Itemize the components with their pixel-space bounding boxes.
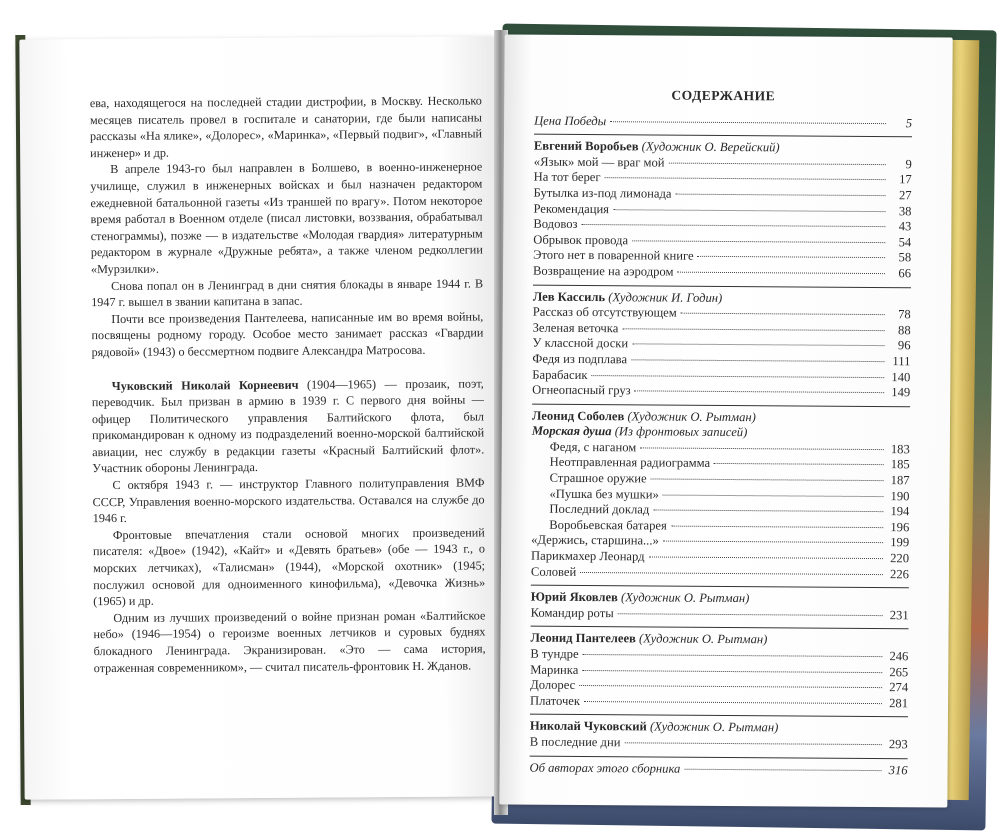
bio-paragraph: С октября 1943 г. — инструктор Главного политуправления ВМФ СССР, Управления военно-морского издательства. Оставался на службе до 1946 г. <box>92 475 485 526</box>
toc-entry: Об авторах этого сборника 316 <box>530 755 908 778</box>
toc-entry <box>533 264 911 282</box>
toc-entry <box>531 605 909 623</box>
toc-page-number: 185 <box>890 457 910 472</box>
toc-page-number: 58 <box>898 250 912 265</box>
toc-leader-dots <box>582 224 886 227</box>
toc-leader-dots <box>622 328 884 331</box>
toc-leader-dots <box>635 390 885 393</box>
toc-author-section <box>533 134 912 282</box>
toc-author-section <box>530 714 908 753</box>
toc-entry-title: Федя из подплава <box>532 351 628 367</box>
toc-page-number: 149 <box>891 385 911 400</box>
toc-leader-dots <box>632 344 884 347</box>
toc-entry <box>532 383 910 401</box>
toc-page-number: 66 <box>898 266 912 281</box>
toc-page-number: 194 <box>890 504 910 519</box>
toc-page-number: 293 <box>888 737 908 752</box>
toc-entry-title: Этого нет в поваренной книге <box>533 247 694 264</box>
toc-page-number: 274 <box>889 680 909 695</box>
bio-author-name: Чуковский Николай Корнеевич <box>111 377 299 393</box>
toc-entry-title: Неотправленная радиограмма <box>549 455 711 471</box>
toc-entry-title: На тот берег <box>533 170 601 185</box>
toc-author-section <box>531 403 910 582</box>
toc-subheading-title: Морская душа <box>531 423 612 439</box>
toc-illustrator: (Художник И. Годин) <box>608 289 723 305</box>
toc-leader-dots <box>580 572 883 575</box>
toc-entry-title: Воробьевская батарея <box>549 517 667 533</box>
toc-illustrator: (Художник О. Рытман) <box>638 631 768 647</box>
bio-paragraph: В апреле 1943-го был направлен в Болшево, в военно-инженерное училище, служил в инженерных войсках и был назначен редактором ежедневной батальонной газеты «Из траншей по врагу». Потом некоторое время работал в Военном отделе (писал листовки, воззвания, обрабатывал стенограммы), позже — в издательстве «Молодая гвардия» литературным редактором в журнале «Дружные ребята», а также членом редколлегии «Мурзилки». <box>90 159 483 277</box>
toc-entry-title: Водовоз <box>533 216 578 232</box>
toc-entry-title: Маринка <box>530 662 579 677</box>
toc-page-number: 183 <box>890 442 910 457</box>
toc-leader-dots <box>584 701 882 704</box>
toc-entry-title: Страшное оружие <box>549 470 647 486</box>
toc-author-name: Николай Чуковский <box>529 719 647 734</box>
toc-illustrator: (Художник О. Верейский) <box>641 139 780 155</box>
toc-page-number: 38 <box>898 203 912 218</box>
bio-paragraph: Одним из лучших произведений о войне признан роман «Балтийское небо» (1946—1954) о героизме военных летчиков и суровых буднях блокадного Ленинграда. Экранизирован. «Это — сама история, отраженная современником», — считал писатель-фронтовик Н. Жданов. <box>93 608 486 675</box>
toc-entry-title: Рассказ об отсутствующем <box>532 304 677 320</box>
toc-entry <box>533 201 911 219</box>
toc-entry-title: Зеленая веточка <box>532 320 619 335</box>
toc-leader-dots <box>714 463 884 465</box>
toc-page-number: 96 <box>897 338 911 353</box>
toc-leader-dots <box>591 375 884 378</box>
toc-author-section <box>530 626 909 712</box>
toc-sections <box>530 134 912 753</box>
bio-paragraph: Фронтовые впечатления стали основой многих произведений писателя: «Двое» (1942), «Кайт» и «Девять братьев» (обе — 1943 г., о морских летчиках), «Талисман» (1944), «Морской охотник» (1945; послужил основой для одноименного кинофильма), «Девочка Жизнь» (1965) и др. <box>92 525 486 609</box>
toc-leader-dots <box>653 510 883 513</box>
toc-entry-title: Барабасик <box>532 367 588 382</box>
toc-illustrator: (Художник О. Рытман) <box>620 590 750 606</box>
toc-page-number: 88 <box>897 322 911 338</box>
toc-illustrator: (Художник О. Рытман) <box>649 719 779 735</box>
toc-author-name: Леонид Соболев <box>531 408 625 423</box>
toc-page-number: 199 <box>890 535 910 550</box>
toc-author-section <box>532 284 911 401</box>
toc-leader-dots <box>671 525 883 527</box>
toc-entry: Цена Победы 5 <box>534 113 913 130</box>
toc-illustrator: (Художник О. Рытман) <box>627 409 756 424</box>
left-page <box>19 36 502 799</box>
author-bios <box>90 92 486 676</box>
toc-entry-title: Парикмахер Леонард <box>531 548 645 564</box>
toc-leader-dots <box>677 272 885 274</box>
toc-leader-dots <box>675 194 885 196</box>
toc-leader-dots <box>669 162 886 165</box>
toc-entry <box>530 735 908 753</box>
toc-entry-title: «Держись, старшина...» <box>531 533 659 548</box>
bio-intro-text: (1904—1965) — прозаик, поэт, переводчик. Был призван в армию в 1939 г. С первого дня войны — офицер Политического управления Балтийского флота, был прикомандирован к одному из подразделений военно-морской балтийской авиации, нес службу в редакции газеты «Красный Балтийский флот». Участник обороны Ленинграда. <box>91 375 485 476</box>
toc-page-number: 187 <box>890 473 910 488</box>
toc-entry-title: Последний доклад <box>549 502 650 517</box>
toc-entry-title: У классной доски <box>532 335 629 351</box>
toc-leader-dots <box>649 556 883 559</box>
toc-author-name: Юрий Яковлев <box>530 589 618 605</box>
toc-entry-title: Соловей <box>530 564 577 579</box>
toc-entry-title: Рекомендация <box>533 201 610 216</box>
toc-title: СОДЕРЖАНИЕ <box>671 87 776 104</box>
toc-leader-dots <box>579 685 882 688</box>
toc-leader-dots <box>640 447 884 450</box>
toc-page-number: 246 <box>889 649 909 664</box>
toc-subheading-note: (Из фронтовых записей) <box>614 424 748 440</box>
toc-author-name: Лев Кассиль <box>532 289 606 304</box>
toc-entry-title: В тундре <box>530 646 579 661</box>
toc-page-number: 43 <box>898 219 912 234</box>
toc-entry-title: В последние дни <box>529 734 621 750</box>
bio-paragraph: Почти все произведения Пантелеева, написанные им во время войны, посвящены родному городу. Особое место занимает рассказ «Гвардии рядовой» (1943) о бессмертном подвиге Александра Матросова. <box>91 309 484 360</box>
toc-page-number: 78 <box>898 307 911 322</box>
toc-entry-title: Возвращение на аэродром <box>532 263 674 279</box>
toc-entry-title: «Язык» мой — враг мой <box>533 154 665 170</box>
toc-page-number: 111 <box>892 354 911 369</box>
toc-leader-dots <box>651 479 884 482</box>
toc-page-number: 9 <box>905 157 912 172</box>
toc-leader-dots <box>632 240 885 243</box>
toc-page-number: 17 <box>899 172 912 187</box>
toc-page-number: 281 <box>889 695 909 711</box>
toc-leader-dots <box>618 613 883 616</box>
toc-page-number: 226 <box>889 566 909 581</box>
toc-entry-title: Федя, с наганом <box>549 439 637 455</box>
toc-entry-title: Обрывок провода <box>533 232 629 248</box>
toc-author-section <box>531 585 909 624</box>
toc-leader-dots <box>583 654 883 657</box>
toc-author-name: Леонид Пантелеев <box>530 631 636 646</box>
toc-entry <box>532 352 910 370</box>
toc-leader-dots <box>663 494 884 497</box>
toc-entry-title: Огнеопасный груз <box>532 382 631 398</box>
toc-entry <box>530 693 908 711</box>
toc-page-number: 265 <box>889 664 909 679</box>
toc-page-number: 27 <box>898 188 912 203</box>
toc-entry-title: Платочек <box>529 693 581 708</box>
toc-leader-dots <box>582 670 882 673</box>
toc-page-number: 196 <box>890 519 910 535</box>
table-of-contents <box>530 87 913 779</box>
toc-leader-dots <box>631 359 884 362</box>
toc-leader-dots <box>681 313 885 315</box>
toc-entry-title: Долорес <box>530 677 576 693</box>
toc-author-heading <box>530 631 908 649</box>
toc-leader-dots <box>613 209 885 212</box>
toc-page-number: 220 <box>890 551 910 566</box>
toc-entry <box>531 564 909 582</box>
toc-leader-dots <box>663 541 883 544</box>
toc-page-number: 140 <box>891 369 911 384</box>
toc-entry <box>531 549 909 567</box>
chukovsky-bio-intro <box>92 375 485 477</box>
toc-author-name: Евгений Воробьев <box>533 138 639 154</box>
bio-paragraph: ева, находящегося на последней стадии дистрофии, в Москву. Несколько месяцев писатель провел в госпитале и санатории, где были написаны рассказы «На ялике», «Долорес», «Маринка», «Первый подвиг», «Главный инженер» и др. <box>89 93 483 160</box>
toc-leader-dots <box>698 256 886 258</box>
toc-page-number: 54 <box>898 234 912 250</box>
toc-page-number: 190 <box>890 488 910 503</box>
toc-leader-dots <box>605 178 886 181</box>
right-page <box>499 34 952 807</box>
toc-entry-title: Командир роты <box>530 605 614 621</box>
bio-paragraph: Снова попал он в Ленинград в дни снятия блокады в январе 1944 г. В 1947 г. вышел в звании капитана в запас. <box>91 275 484 310</box>
toc-page-number: 231 <box>889 607 909 623</box>
toc-leader-dots <box>624 742 881 745</box>
toc-entry-title: Бутылка из-под лимонада <box>533 185 672 201</box>
toc-entry-title: «Пушка без мушки» <box>549 486 659 502</box>
